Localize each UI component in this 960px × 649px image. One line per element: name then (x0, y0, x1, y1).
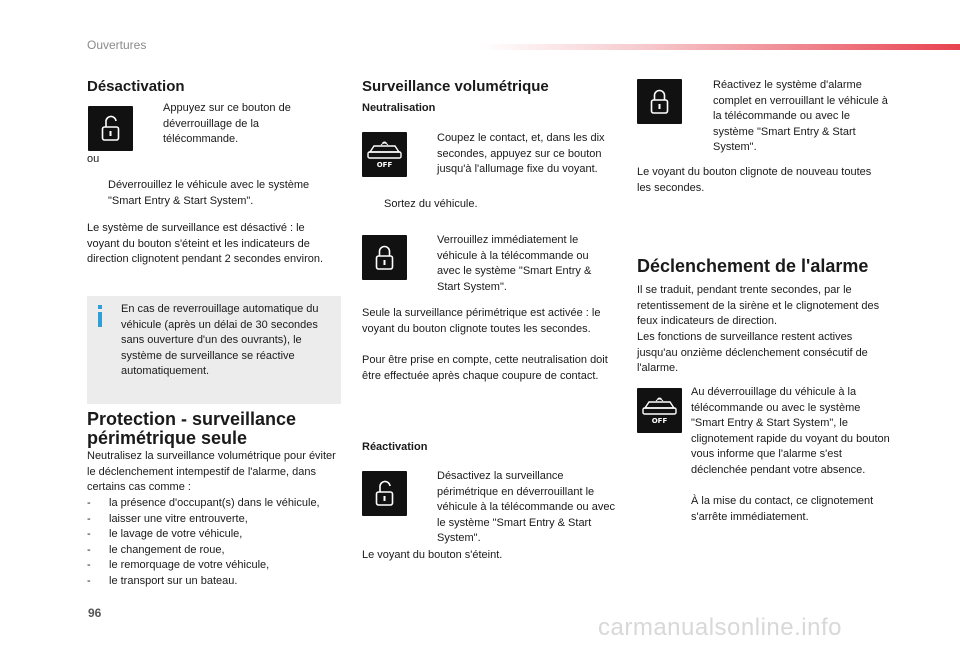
desactivation-step2: Déverrouillez le véhicule avec le système "Smart Entry & Start System". (108, 179, 310, 207)
ou-text: ou (87, 153, 100, 165)
neutralisation-step2: Sortez du véhicule. (384, 198, 478, 210)
list-item: - laisser une vitre entrouverte, (87, 512, 347, 528)
section-title: Ouvertures (87, 38, 147, 52)
heading-desactivation: Désactivation (87, 78, 185, 95)
declenchement-paragraph1: Il se traduit, pendant trente secondes, par le retentissement de la sirène et le clignotement des feux indicateurs de direction. (637, 284, 880, 328)
watermark: carmanualsonline.info (598, 614, 842, 641)
list-item: - le transport sur un bateau. (87, 574, 347, 590)
declenchement-paragraph4: À la mise du contact, ce clignotement s'arrête immédiatement. (691, 495, 874, 523)
info-icon (97, 305, 103, 327)
svg-text:OFF: OFF (651, 417, 668, 425)
reactivation-step: Désactivez la surveillance périmétrique en déverrouillant le véhicule à la télécommande ou avec le système "Smart Entry & Start System". (437, 470, 615, 545)
desactivation-paragraph: Le système de surveillance est désactivé : le voyant du bouton s'éteint et les indicateurs de direction clignotent pendant 2 secondes environ. (87, 222, 324, 266)
subheading-neutralisation: Neutralisation (362, 102, 436, 114)
unlock-button-icon (88, 106, 133, 151)
heading-declenchement: Déclenchement de l'alarme (637, 256, 869, 276)
reactivation-complete-paragraph: Le voyant du bouton clignote de nouveau toutes les secondes. (637, 166, 872, 194)
reactivation-complete-step: Réactivez le système d'alarme complet en verrouillant le véhicule à la télécommande ou avec le système "Smart Entry & Start System". (713, 79, 888, 154)
list-item: - le remorquage de votre véhicule, (87, 558, 347, 574)
header-accent-bar (480, 44, 960, 50)
lock-button-icon (362, 235, 407, 280)
heading-protection: Protection - surveillance périmétrique seule (87, 409, 297, 448)
car-off-button-icon (362, 132, 407, 177)
list-item: - le lavage de votre véhicule, (87, 527, 347, 543)
unlock-button-icon (362, 471, 407, 516)
protection-list (87, 496, 347, 590)
desactivation-step1: Appuyez sur ce bouton de déverrouillage de la télécommande. (163, 102, 291, 146)
neutralisation-step3: Verrouillez immédiatement le véhicule à la télécommande ou avec le système "Smart Entry & Start System". (437, 234, 592, 293)
declenchement-paragraph2: Les fonctions de surveillance restent actives jusqu'au onzième déclenchement consécutif de l'alarme. (637, 331, 868, 375)
car-off-button-icon (637, 388, 682, 433)
declenchement-paragraph3: Au déverrouillage du véhicule à la télécommande ou avec le système "Smart Entry & Start System", le clignotement rapide du voyant du bouton vous informe que l'alarme s'est déclenchée pendant votre absence. (691, 386, 890, 476)
neutralisation-paragraph2: Pour être prise en compte, cette neutralisation doit être effectuée après chaque coupure de contact. (362, 354, 608, 382)
neutralisation-step1: Coupez le contact, et, dans les dix secondes, appuyez sur ce bouton jusqu'à l'allumage fixe du voyant. (437, 132, 605, 176)
list-item: - la présence d'occupant(s) dans le véhicule, (87, 496, 347, 512)
list-item: - le changement de roue, (87, 543, 347, 559)
lock-button-icon (637, 79, 682, 124)
heading-surveillance-volumetrique: Surveillance volumétrique (362, 78, 549, 95)
reactivation-paragraph: Le voyant du bouton s'éteint. (362, 549, 503, 561)
svg-text:OFF: OFF (376, 161, 393, 169)
neutralisation-paragraph1: Seule la surveillance périmétrique est activée : le voyant du bouton clignote toutes les secondes. (362, 307, 601, 335)
subheading-reactivation: Réactivation (362, 441, 428, 453)
page-number: 96 (88, 606, 102, 620)
info-text: En cas de reverrouillage automatique du véhicule (après un délai de 30 secondes sans ouverture d'un des ouvrants), le système de surveillance se réactive automatiquement. (121, 303, 319, 378)
protection-paragraph: Neutralisez la surveillance volumétrique pour éviter le déclenchement intempestif de l'alarme, dans certains cas comme : (87, 450, 336, 494)
